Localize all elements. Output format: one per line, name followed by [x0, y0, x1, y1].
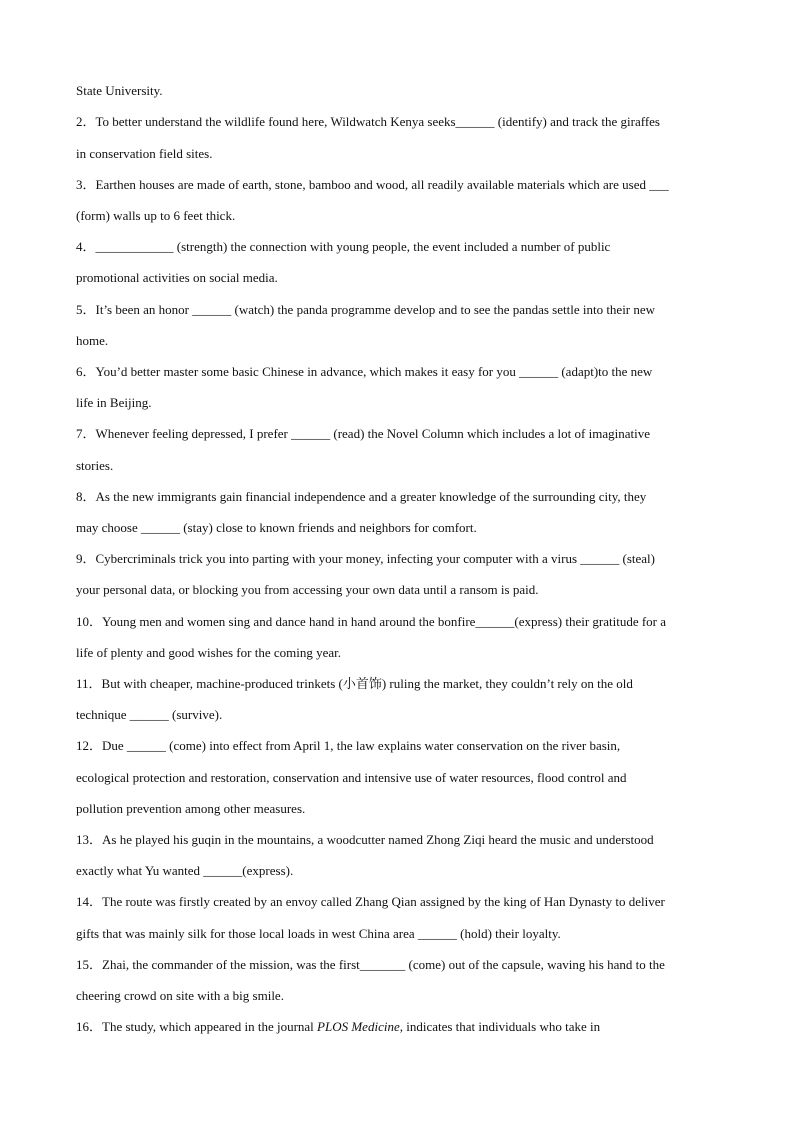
text-line-19: life of plenty and good wishes for the coming year. — [76, 645, 341, 660]
text-line-30: cheering crowd on site with a big smile. — [76, 988, 284, 1003]
text-line-24: pollution prevention among other measures. — [76, 801, 306, 816]
text-line-8: 5．It’s been an honor ______ (watch) the panda programme develop and to see the pandas settle into their new — [76, 302, 656, 317]
text-line-7: promotional activities on social media. — [76, 270, 278, 285]
text-line-31 — [76, 1017, 726, 1037]
text-line-9: home. — [76, 333, 109, 348]
text-line-26: exactly what Yu wanted ______(express). — [76, 863, 294, 878]
text-line-2: 2．To better understand the wildlife found here, Wildwatch Kenya seeks______ (identify) and track the giraffes — [76, 114, 660, 129]
text-line-25: 13．As he played his guqin in the mountains, a woodcutter named Zhong Ziqi heard the music and understood — [76, 832, 654, 847]
text-line-22: 12．Due ______ (come) into effect from April 1, the law explains water conservation on the river basin, — [76, 738, 621, 753]
text-line-10: 6．You’d better master some basic Chinese in advance, which makes it easy for you ______ (adapt)to the new — [76, 364, 653, 379]
text-line-1: State University. — [76, 83, 163, 98]
last-line-before: 16．The study, which appeared in the journal — [76, 1019, 318, 1034]
text-line-17: your personal data, or blocking you from accessing your own data until a ransom is paid. — [76, 582, 539, 597]
text-line-28: gifts that was mainly silk for those local loads in west China area ______ (hold) their loyalty. — [76, 926, 561, 941]
text-line-16: 9．Cybercriminals trick you into parting with your money, infecting your computer with a virus ______ (steal) — [76, 551, 655, 566]
text-line-6: 4．____________ (strength) the connection with young people, the event included a number of public — [76, 239, 611, 254]
text-line-18: 10．Young men and women sing and dance hand in hand around the bonfire______(express) their gratitude for a — [76, 614, 667, 629]
text-line-12: 7．Whenever feeling depressed, I prefer ______ (read) the Novel Column which includes a lot of imaginative — [76, 426, 650, 441]
journal-name: PLOS Medicine, — [317, 1019, 403, 1034]
text-line-15: may choose ______ (stay) close to known friends and neighbors for comfort. — [76, 520, 477, 535]
text-line-20: 11．But with cheaper, machine-produced trinkets (小首饰) ruling the market, they couldn’t rely on the old — [76, 676, 633, 691]
text-line-21: technique ______ (survive). — [76, 707, 223, 722]
text-line-11: life in Beijing. — [76, 395, 152, 410]
text-line-27: 14．The route was firstly created by an envoy called Zhang Qian assigned by the king of Han Dynasty to deliver — [76, 894, 665, 909]
text-line-3: in conservation field sites. — [76, 146, 213, 161]
text-line-4: 3．Earthen houses are made of earth, stone, bamboo and wood, all readily available materials which are used ___ — [76, 177, 669, 192]
last-line-after: indicates that individuals who take in — [402, 1019, 601, 1034]
text-line-14: 8．As the new immigrants gain financial independence and a greater knowledge of the surrounding city, they — [76, 489, 647, 504]
text-line-5: (form) walls up to 6 feet thick. — [76, 208, 236, 223]
text-line-13: stories. — [76, 458, 114, 473]
text-line-29: 15．Zhai, the commander of the mission, was the first_______ (come) out of the capsule, waving his hand to the — [76, 957, 665, 972]
text-line-23: ecological protection and restoration, conservation and intensive use of water resources, flood control and — [76, 770, 627, 785]
